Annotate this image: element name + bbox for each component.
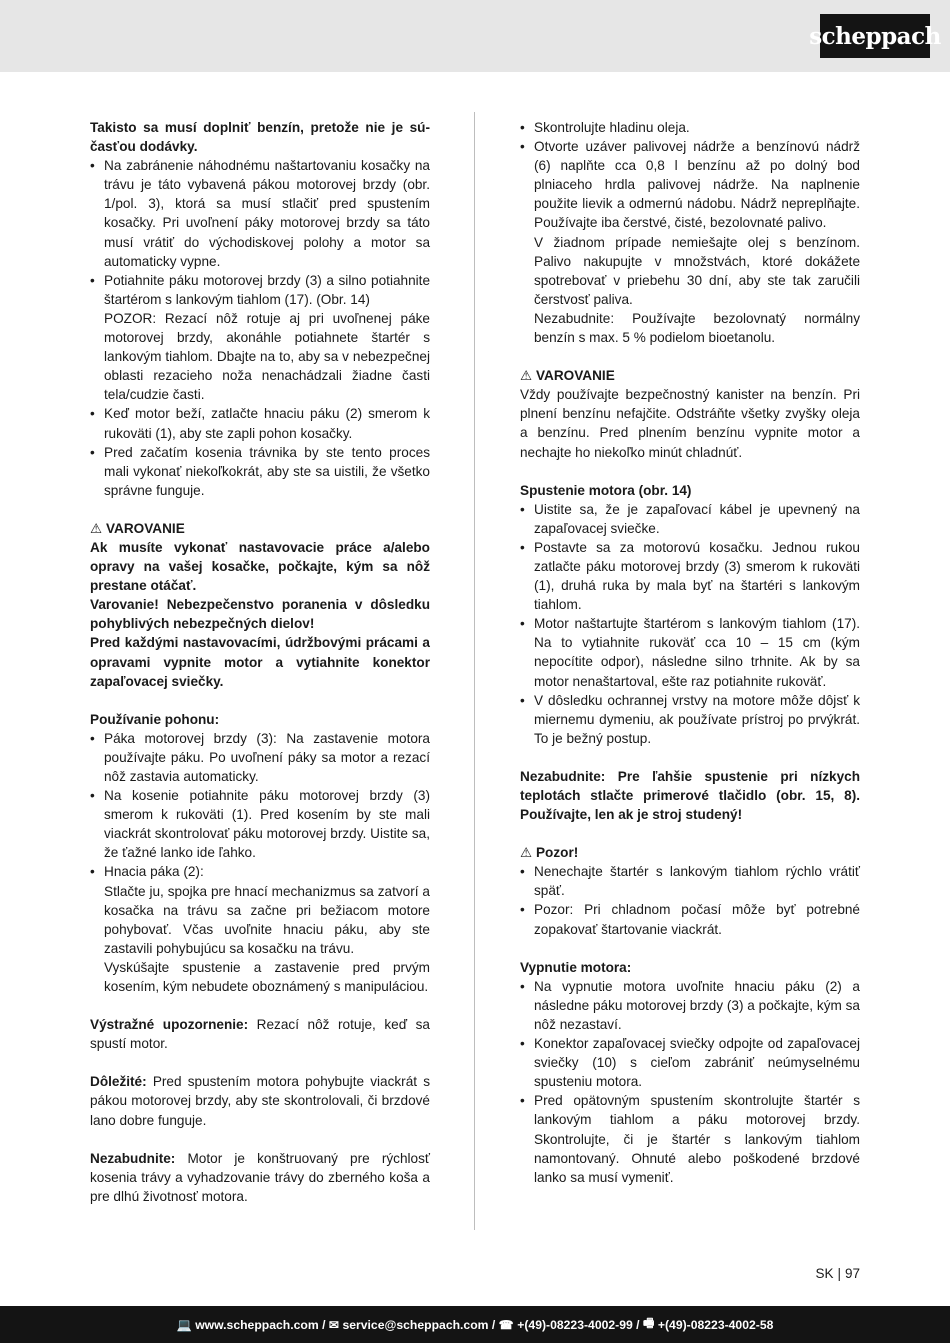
list-item: • Pozor: Pri chladnom počasí môže byť potrebné zopakovať štartovanie viackrát. bbox=[520, 900, 860, 938]
stop-list bbox=[520, 977, 860, 1187]
phone-number: +(49)-08223-4002-99 bbox=[517, 1317, 633, 1332]
warning-heading: ⚠ VAROVANIE bbox=[90, 520, 185, 536]
fuel-list bbox=[520, 118, 860, 347]
list-item: • Pred opätovným spustením skontrolujte štartér s lankovým tiahlom a páku motorovej brzdy. Skontrolujte, či je štartér s lankovým tiahlom namontovaný. Ohnuté alebo poškodené brzdové lanko sa musí vymeniť. bbox=[520, 1091, 860, 1186]
section-heading: Vypnutie motora: bbox=[520, 959, 632, 975]
left-column bbox=[90, 118, 430, 1206]
caution-text: POZOR: Rezací nôž rotuje aj pri uvoľnenej páke motorovej brzdy, akonáhle potiahnete štartér s lankovým tiahlom. Dbajte na to, aby sa v nebezpečnej oblasti rezacieho noža nenachádzali žiadne časti tela/cudzie časti. bbox=[104, 310, 430, 403]
warning-heading: ⚠ VAROVANIE bbox=[520, 368, 615, 384]
notice-paragraph: Výstražné upozornenie: Rezací nôž rotuje, keď sa spustí motor. bbox=[90, 1017, 430, 1052]
list-item: • Na zabránenie náhodnému naštartovaniu kosačky na trávu je táto vybavená pákou motorovej brzdy (obr. 1/pol. 3), ktorá sa musí stlačiť pred spustením kosačky. Pri uvoľnení páky motorovej brzdy sa táto musí vrátiť do východiskovej polohy a motor sa automaticky vypne. bbox=[90, 156, 430, 271]
warning-text: Varovanie! Nebezpečenstvo poranenia v dôsledku pohyblivých nebezpečných dielov! bbox=[90, 597, 430, 632]
warning-icon: ⚠ bbox=[520, 845, 533, 861]
instruction-list bbox=[90, 156, 430, 500]
list-item: • Pred začatím kosenia trávnika by ste tento proces mali vykonať niekoľkokrát, aby ste sa uistili, že všetko správne funguje. bbox=[90, 443, 430, 500]
column-divider bbox=[474, 112, 475, 1230]
drive-list bbox=[90, 729, 430, 996]
warning-text: Pred každými nastavovacími, údržbovými prácami a opravami vypnite motor a vytiahnite konektor zapaľovacej sviečky. bbox=[90, 635, 430, 689]
list-item: • V dôsledku ochrannej vrstvy na motore môže dôjsť k miernemu dymeniu, ak používate prístroj po prvýkrát. To je bežný postup. bbox=[520, 691, 860, 748]
list-item: • Na kosenie potiahnite páku motorovej brzdy (3) smerom k rukoväti (1). Pred kosením by ste mali viackrát skontrolovať páku motorovej brzdy. Uistite sa, že ťažné lanko ide ľahko. bbox=[90, 786, 430, 862]
header-bar bbox=[0, 0, 950, 72]
list-item: • Keď motor beží, zatlačte hnaciu páku (2) smerom k rukoväti (1), aby ste zapli pohon kosačky. bbox=[90, 404, 430, 442]
intro-bold-text: Takisto sa musí doplniť benzín, pretože nie je sú-časťou dodávky. bbox=[90, 120, 430, 155]
section-heading: Používanie pohonu: bbox=[90, 711, 220, 727]
scheppach-logo: scheppach bbox=[820, 14, 930, 58]
footer-bar: 💻 www.scheppach.com / ✉ service@scheppach.com / ☎ +(49)-08223-4002-99 / 🖷 +(49)-08223-4002-58 bbox=[0, 1306, 950, 1343]
warning-text: Vždy používajte bezpečnostný kanister na benzín. Pri plnení benzínu nefajčite. Odstráňte všetky zvyšky oleja a benzínu. Pred plnením benzínu vypnite motor a nechajte ho niekoľko minút chladnúť. bbox=[520, 387, 860, 460]
list-item: • Motor naštartujte štartérom s lankovým tiahlom (17). Na to vytiahnite rukoväť cca 10 – 15 cm (kým nepocítite odpor), následne silno trhnite. Ak by sa motor nenaštartoval, ešte raz potiahnite rukoväť. bbox=[520, 614, 860, 690]
list-item: • Nenechajte štartér s lankovým tiahlom rýchlo vrátiť späť. bbox=[520, 862, 860, 900]
website-link[interactable]: www.scheppach.com bbox=[195, 1317, 319, 1332]
warning-text: Ak musíte vykonať nastavovacie práce a/alebo opravy na vašej kosačke, počkajte, kým sa nôž prestane otáčať. bbox=[90, 539, 430, 594]
computer-icon: 💻 bbox=[176, 1317, 192, 1332]
warning-icon: ⚠ bbox=[90, 520, 103, 536]
notice-paragraph: Dôležité: Pred spustením motora pohybujte viackrát s pákou motorovej brzdy, aby ste skontrolovali, či brzdové lano dobre funguje. bbox=[90, 1074, 430, 1128]
phone-icon: ☎ bbox=[498, 1317, 514, 1332]
email-link[interactable]: service@scheppach.com bbox=[342, 1317, 489, 1332]
fax-number: +(49)-08223-4002-58 bbox=[657, 1317, 774, 1332]
right-column bbox=[520, 118, 860, 1187]
page-number: SK | 97 bbox=[815, 1266, 860, 1281]
list-item: • Konektor zapaľovacej sviečky odpojte od zapaľovacej sviečky (10) s cieľom zabrániť neúmyselnému spusteniu motora. bbox=[520, 1034, 860, 1091]
list-item: • Na vypnutie motora uvoľnite hnaciu páku (2) a následne páku motorovej brzdy (3) a počkajte, kým sa nôž nezastaví. bbox=[520, 977, 860, 1034]
list-item: • Postavte sa za motorovú kosačku. Jednou rukou zatlačte páku motorovej brzdy (3) smerom k rukoväti (1), druhá ruka by mala byť na štartéri s lankovým tiahlom. bbox=[520, 538, 860, 614]
list-item: • Skontrolujte hladinu oleja. bbox=[520, 118, 860, 137]
section-heading: Spustenie motora (obr. 14) bbox=[520, 482, 692, 498]
fax-icon: 🖷 bbox=[642, 1316, 655, 1330]
start-list bbox=[520, 500, 860, 748]
notice-paragraph: Nezabudnite: Motor je konštruovaný pre rýchlosť kosenia trávy a vyhadzovanie trávy do zberného koša a pre dlhú životnosť motora. bbox=[90, 1150, 430, 1204]
list-item: • Potiahnite páku motorovej brzdy (3) a silno potiahnite štartérom s lankovým tiahlom (17). (Obr. 14) POZOR: Rezací nôž rotuje aj pri uvoľnenej páke motorovej brzdy, akonáhle potiahnete štartér s lankovým tiahlom. Dbajte na to, aby sa v nebezpečnej oblasti rezacieho noža nenachádzali žiadne časti tela/cudzie časti. bbox=[90, 271, 430, 405]
list-item: • Otvorte uzáver palivovej nádrže a benzínovú nádrž (6) naplňte cca 0,8 l benzínu až po dolný bod plniaceho hrdla palivovej nádrže. Na naplnenie použite lievik a odmernú nádobu. Nádrž nepreplňajte. Používajte iba čerstvé, čisté, bezolovnaté palivo. V žiadnom prípade nemiešajte olej s benzínom. Palivo nakupujte v množstvách, ktoré dokážete spotrebovať v priebehu 30 dní, aby ste tak zaručili čerstvosť paliva. Nezabudnite: Používajte bezolovnatý normálny benzín s max. 5 % podielom bioetanolu. bbox=[520, 137, 860, 347]
list-item: • Hnacia páka (2): Stlačte ju, spojka pre hnací mechanizmus sa zatvorí a kosačka na trávu sa začne pri bežiacom motore pohybovať. Včas uvoľnite hnaciu páku, aby ste zastavili pohybujúcu sa kosačku na trávu. Vyskúšajte spustenie a zastavenie pred prvým kosením, kým nebudete oboznámený s manipuláciou. bbox=[90, 862, 430, 996]
list-item: • Páka motorovej brzdy (3): Na zastavenie motora používajte páku. Po uvoľnení páky sa motor a rezací nôž zastavia automaticky. bbox=[90, 729, 430, 786]
caution-list bbox=[520, 862, 860, 938]
list-item: • Uistite sa, že je zapaľovací kábel je upevnený na zapaľovacej sviečke. bbox=[520, 500, 860, 538]
cold-start-note: Nezabudnite: Pre ľahšie spustenie pri nízkych teplotách stlačte primerové tlačidlo (obr. 15, 8). Používajte, len ak je stroj studený! bbox=[520, 768, 860, 823]
mail-icon: ✉ bbox=[328, 1317, 340, 1332]
warning-icon: ⚠ bbox=[520, 368, 533, 384]
caution-heading: ⚠ Pozor! bbox=[520, 845, 579, 861]
